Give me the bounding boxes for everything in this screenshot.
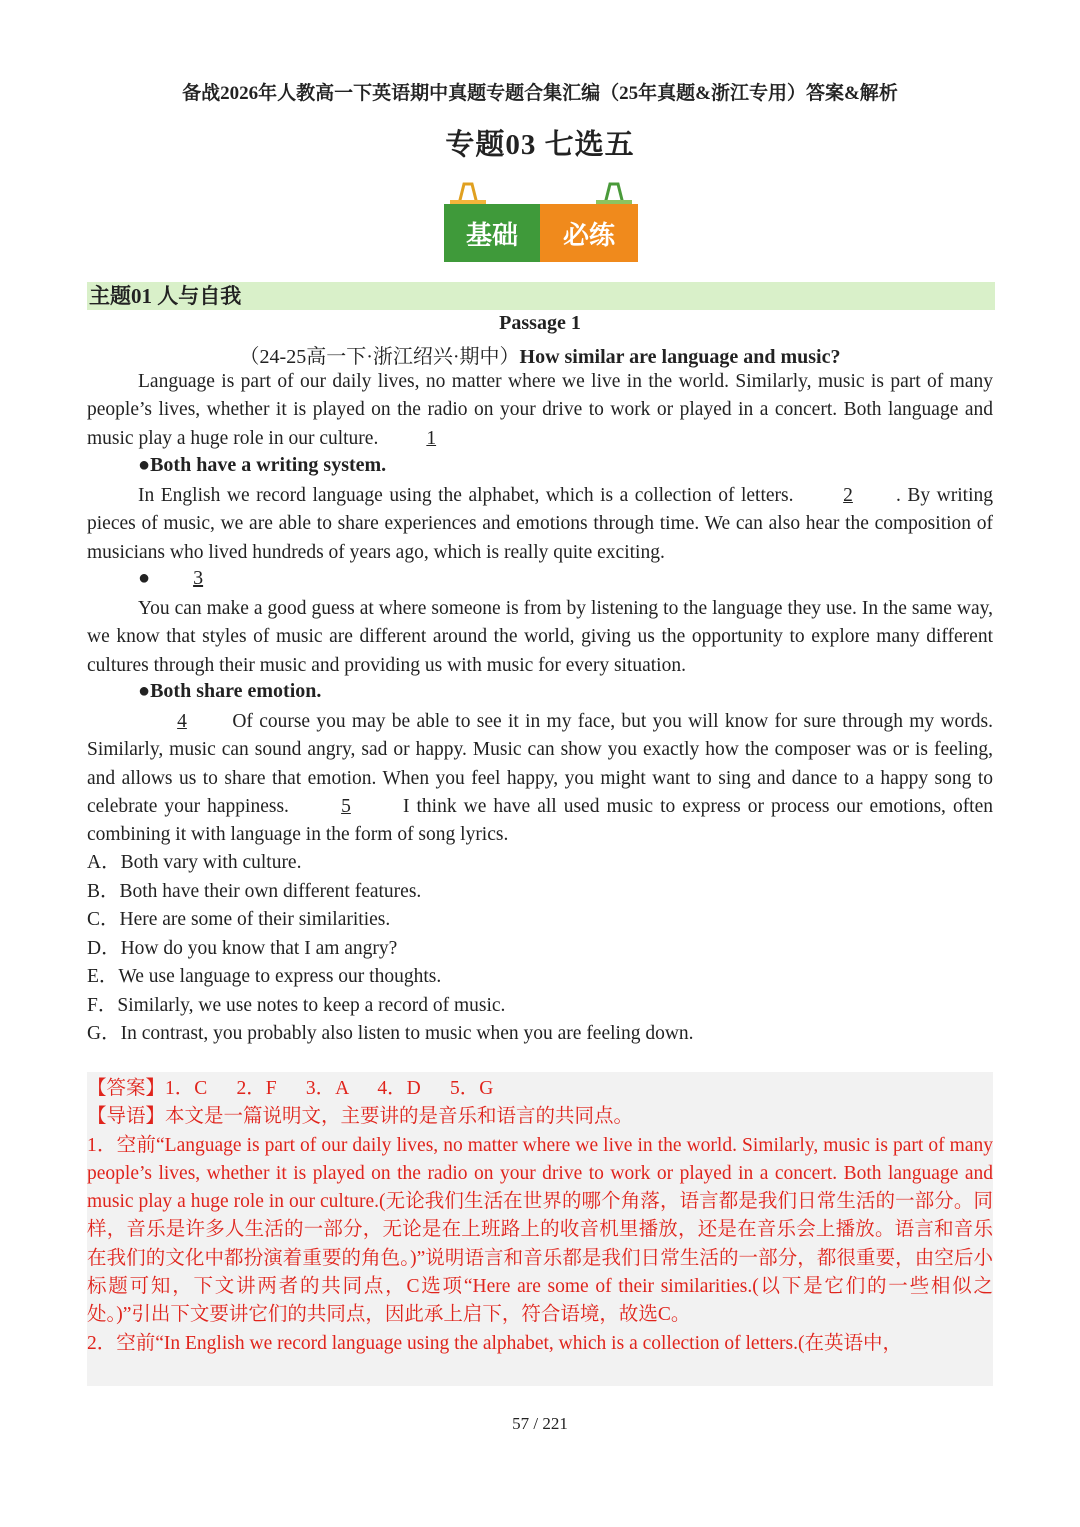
option-e: E．We use language to express our thoughts. [87, 966, 442, 987]
paragraph-3-text: You can make a good guess at where someone is from by listening to the language they use. In the same way, we know that styles of music are different around the world, giving us the opportunity to explore many different cultures through their music and providing us with music for every situation. [87, 598, 993, 676]
topic-title: 专题03 七选五 [445, 129, 635, 161]
source-tag: （24-25高一下·浙江绍兴·期中） [239, 346, 520, 368]
passage-source [0, 340, 1080, 369]
options-list [87, 849, 993, 1049]
option-b: B．Both have their own different features. [87, 880, 422, 902]
blank-5: 5 [341, 795, 351, 817]
document-title: 备战2026年人教高一下英语期中真题专题合集汇编（25年真题&浙江专用）答案&解析 [182, 83, 898, 104]
subheading-emotion: ●Both share emotion. [138, 680, 322, 702]
blank-2: 2 [843, 485, 853, 506]
paragraph-1 [87, 368, 993, 453]
paragraph-4-text-b: I think we have all used music to express or process our emotions, often combining it with language in the form of song lyrics. [87, 795, 994, 846]
subheading-blank-3 [138, 567, 246, 590]
paragraph-2 [87, 482, 993, 567]
paragraph-1-text: Language is part of our daily lives, no matter where we live in the world. Similarly, music is part of many people’s lives, whether it is played on the radio on your drive to work or played in a concert. Both language and music play a huge role in our culture. [87, 371, 993, 449]
answer-section [87, 1075, 993, 1358]
page-number: 57 / 221 [512, 1414, 568, 1433]
paragraph-2-text-b: . By writing pieces of music, we are able to share experiences and emotions through time. We can also hear the composition of musicians who lived hundreds of years ago, which is really quite exciting. [87, 485, 994, 563]
option-c: C．Here are some of their similarities. [87, 909, 391, 930]
guide-text: 本文是一篇说明文，主要讲的是音乐和语言的共同点。 [165, 1106, 634, 1128]
answer-line [87, 1075, 993, 1103]
explanation-1: 1．空前“Language is part of our daily lives, no matter where we live in the world. Similarly, music is part of many people’s lives, whether it is played on the radio on your drive to work or played in a concert. Both language and music play a huge role in our culture.(无论我们生活在世界的哪个角落，语言都是我们日常生活的一部分。同样，音乐是许多人生活的一部分，无论是在上班路上的收音机里播放，还是在音乐会上播放。语言和音乐在我们的文化中都扮演着重要的角色。)”说明语言和音乐都是我们日常生活的一部分，都很重要，由空后小标题可知，下文讲两者的共同点，C选项“Here are some of their similarities.(以下是它们的一些相似之处。)”引出下文要讲它们的共同点，因此承上启下，符合语境，故选C。 [87, 1134, 993, 1326]
theme-heading: 主题01 人与自我 [87, 282, 995, 310]
option-f: F．Similarly, we use notes to keep a record of music. [87, 994, 506, 1016]
explanation-2: 2．空前“In English we record language using the alphabet, which is a collection of letters.(在英语中， [87, 1332, 902, 1354]
answer-key: 1．C 2．F 3．A 4．D 5．G [165, 1078, 494, 1099]
option-d: D．How do you know that I am angry? [87, 937, 398, 959]
paragraph-3 [87, 595, 993, 680]
answer-label: 【答案】 [87, 1078, 166, 1099]
subheading-writing-system: ●Both have a writing system. [138, 454, 387, 476]
blank-3: 3 [193, 567, 204, 589]
option-g: G．In contrast, you probably also listen to music when you are feeling down. [87, 1023, 694, 1044]
blank-4: 4 [177, 711, 187, 732]
guide-label: 【导语】 [87, 1106, 166, 1128]
badge-basic: 基础 [444, 204, 540, 262]
option-a: A．Both vary with culture. [87, 852, 302, 873]
section-badge [444, 178, 638, 264]
paragraph-4 [87, 708, 993, 849]
guide-line [87, 1103, 993, 1131]
passage-heading: How similar are language and music? [519, 346, 841, 368]
bullet-dot: ● [138, 567, 151, 589]
badge-practice: 必练 [540, 204, 638, 262]
passage-title: Passage 1 [499, 312, 581, 334]
blank-1: 1 [426, 427, 437, 449]
paragraph-4-text-a: Of course you may be able to see it in my face, but you will know for sure through my words. Similarly, music can sound angry, sad or happy. Music can show you exactly how the composer was or is feeling, and allows us to share that emotion. When you feel happy, you might want to sing and dance to a happy song to celebrate your happiness. [87, 711, 993, 817]
paragraph-2-text-a: In English we record language using the alphabet, which is a collection of letters. [138, 485, 794, 506]
